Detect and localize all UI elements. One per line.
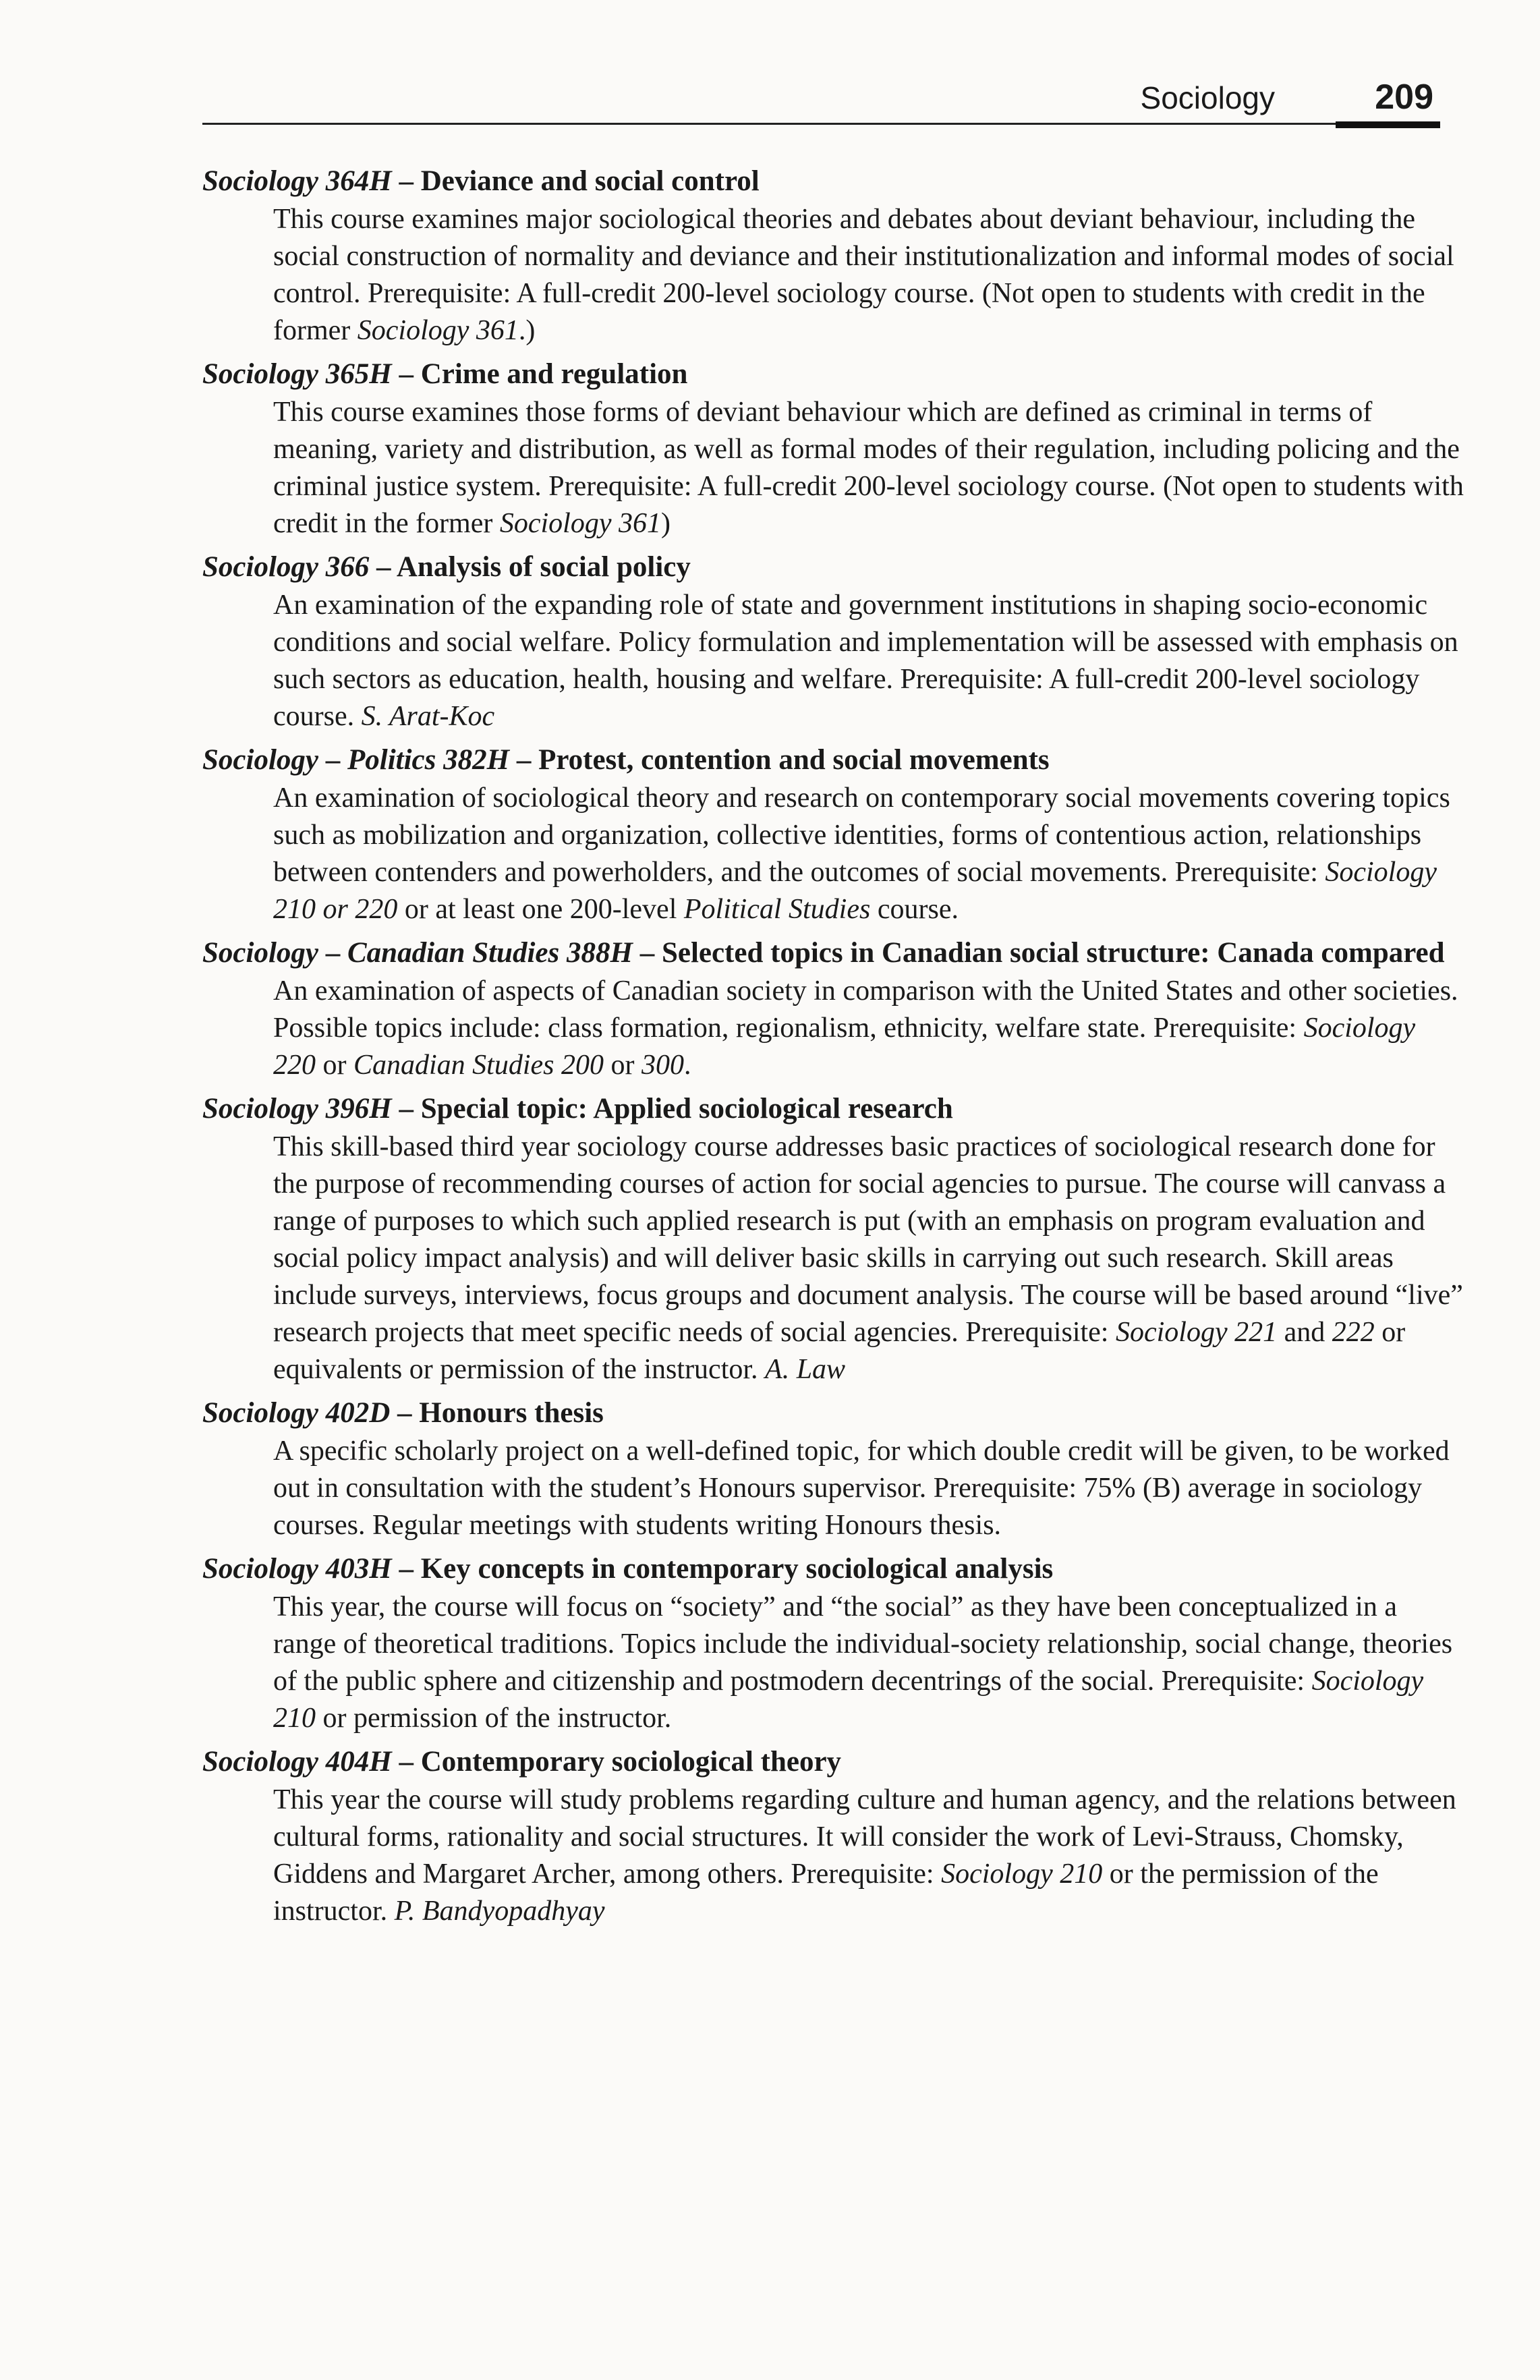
description-text: or at least one 200-level — [397, 894, 684, 925]
description-text: A specific scholarly project on a well-defined topic, for which double credit will be given, to be worked out in consultation with the student’s Honours supervisor. Prerequisite: 75% (B) average in sociology courses. Regular meetings with students writing Honours thesis. — [273, 1436, 1450, 1541]
course-entry — [202, 934, 1464, 1084]
course-code: Sociology 365H — [202, 358, 392, 390]
description-text: or the permission of the instructor. — [273, 1859, 1379, 1927]
instructor-name: S. Arat-Koc — [361, 701, 495, 732]
description-text: and — [1277, 1317, 1332, 1348]
course-entry — [202, 1394, 1464, 1544]
description-text: or — [604, 1050, 642, 1081]
prerequisite-ref: Sociology 210 — [941, 1859, 1103, 1890]
course-code: Sociology 402D — [202, 1397, 391, 1429]
course-title: Analysis of social policy — [396, 551, 691, 583]
course-heading: Sociology 403H – Key concepts in contemporary sociological analysis — [202, 1553, 1054, 1585]
course-heading: Sociology 402D – Honours thesis — [202, 1397, 604, 1429]
header-tab-block — [1336, 121, 1440, 128]
description-text: or permission of the instructor. — [316, 1703, 672, 1734]
description-text: An examination of sociological theory and research on contemporary social movements covering topics such as mobilization and organization, collective identities, forms of contentious action, relationships between contenders and powerholders, and the outcomes of social movements. Prerequisite: — [273, 783, 1450, 888]
course-entry — [202, 548, 1464, 735]
course-title: Protest, contention and social movements — [538, 744, 1050, 776]
course-entry — [202, 1089, 1464, 1388]
course-entry — [202, 1550, 1464, 1737]
former-course-ref: Sociology 361 — [357, 315, 519, 346]
course-description — [202, 973, 1464, 1084]
course-heading: Sociology 404H – Contemporary sociological theory — [202, 1746, 842, 1778]
course-description — [202, 1129, 1464, 1388]
course-heading: Sociology 365H – Crime and regulation — [202, 358, 688, 390]
course-list — [202, 162, 1464, 1935]
course-code-prefix: Sociology — [202, 937, 318, 969]
course-title: Contemporary sociological theory — [420, 1746, 842, 1778]
course-description — [202, 201, 1464, 349]
prerequisite-ref: 300 — [641, 1050, 685, 1081]
course-heading: Sociology 396H – Special topic: Applied sociological research — [202, 1093, 953, 1125]
course-title: Selected topics in Canadian social structure: Canada compared — [661, 937, 1445, 969]
course-heading: Sociology – Canadian Studies 388H – Selected topics in Canadian social structure: Canada compared — [202, 937, 1445, 969]
description-text: An examination of the expanding role of state and government institutions in shaping socio-economic conditions and social welfare. Policy formulation and implementation will be assessed with emphasis on such sectors as education, health, housing and welfare. Prerequisite: A full-credit 200-level sociology course. — [273, 590, 1458, 732]
course-title: Honours thesis — [419, 1397, 604, 1429]
course-code-prefix: Sociology — [202, 744, 318, 776]
course-code: Sociology 403H — [202, 1553, 392, 1585]
prerequisite-ref: Sociology 210 — [273, 1666, 1424, 1734]
course-entry — [202, 741, 1464, 928]
course-heading: Sociology 366 – Analysis of social policy — [202, 551, 691, 583]
course-code: Canadian Studies 388H — [347, 937, 633, 969]
description-text: or equivalents or permission of the instructor. — [273, 1317, 1406, 1385]
prerequisite-ref: Political Studies — [683, 894, 871, 925]
course-title: Deviance and social control — [420, 165, 760, 197]
description-text: course. — [870, 894, 959, 925]
description-text: This year, the course will focus on “society” and “the social” as they have been conceptualized in a range of theoretical traditions. Topics include the individual-society relationship, social change, theories of the public sphere and citizenship and postmodern decentrings of the social. Prerequisite: — [273, 1591, 1453, 1697]
course-code: Sociology 396H — [202, 1093, 392, 1125]
course-description — [202, 1782, 1464, 1930]
course-entry — [202, 1743, 1464, 1930]
description-text: ) — [660, 508, 671, 539]
course-description — [202, 1589, 1464, 1737]
course-title: Key concepts in contemporary sociological analysis — [420, 1553, 1054, 1585]
course-heading: Sociology – Politics 382H – Protest, contention and social movements — [202, 744, 1050, 776]
course-code: Sociology 364H — [202, 165, 392, 197]
description-text: or — [316, 1050, 353, 1081]
description-text: This skill-based third year sociology course addresses basic practices of sociological research done for the purpose of recommending courses of action for social agencies to pursue. The course will canvass a range of purposes to which such applied research is put (with an emphasis on program evaluation and social policy impact analysis) and will deliver basic skills in carrying out such research. Skill areas include surveys, interviews, focus groups and document analysis. The course will be based around “live” research projects that meet specific needs of social agencies. Prerequisite: — [273, 1131, 1463, 1348]
course-code: Sociology 404H — [202, 1746, 392, 1778]
course-heading: Sociology 364H – Deviance and social control — [202, 165, 760, 197]
description-text: . — [684, 1050, 691, 1081]
course-code: Politics 382H — [347, 744, 510, 776]
description-text: .) — [518, 315, 536, 346]
course-title: Crime and regulation — [420, 358, 688, 390]
description-text: An examination of aspects of Canadian society in comparison with the United States and other societies. Possible topics include: class formation, regionalism, ethnicity, welfare state. Prerequisite: — [273, 975, 1458, 1044]
course-description — [202, 587, 1464, 735]
description-text: This year the course will study problems regarding culture and human agency, and the relations between cultural forms, rationality and social structures. It will consider the work of Levi-Strauss, Chomsky, Giddens and Margaret Archer, among others. Prerequisite: — [273, 1784, 1456, 1890]
course-code: Sociology 366 — [202, 551, 370, 583]
prerequisite-ref: Sociology 221 — [1115, 1317, 1278, 1348]
prerequisite-ref: Sociology 210 or 220 — [273, 857, 1437, 925]
course-title: Special topic: Applied sociological research — [420, 1093, 953, 1125]
page-number: 209 — [1375, 78, 1433, 117]
course-description — [202, 1433, 1464, 1544]
course-description — [202, 780, 1464, 928]
former-course-ref: Sociology 361 — [499, 508, 661, 539]
prerequisite-ref: Sociology 220 — [273, 1013, 1416, 1081]
description-text: This course examines those forms of deviant behaviour which are defined as criminal in terms of meaning, variety and distribution, as well as formal modes of their regulation, including policing and the criminal justice system. Prerequisite: A full-credit 200-level sociology course. (Not open to students with credit in the former — [273, 397, 1464, 539]
prerequisite-ref: 222 — [1332, 1317, 1375, 1348]
prerequisite-ref: Canadian Studies 200 — [353, 1050, 604, 1081]
course-entry — [202, 162, 1464, 349]
course-entry — [202, 355, 1464, 542]
header-rule — [202, 123, 1440, 125]
course-description — [202, 394, 1464, 542]
instructor-name: P. Bandyopadhyay — [394, 1896, 605, 1927]
running-head: Sociology — [1140, 80, 1275, 115]
instructor-name: A. Law — [765, 1354, 846, 1385]
page-header — [202, 74, 1440, 132]
description-text: This course examines major sociological theories and debates about deviant behaviour, including the social construction of normality and deviance and their institutionalization and informal modes of social control. Prerequisite: A full-credit 200-level sociology course. (Not open to students with credit in the former — [273, 204, 1454, 346]
